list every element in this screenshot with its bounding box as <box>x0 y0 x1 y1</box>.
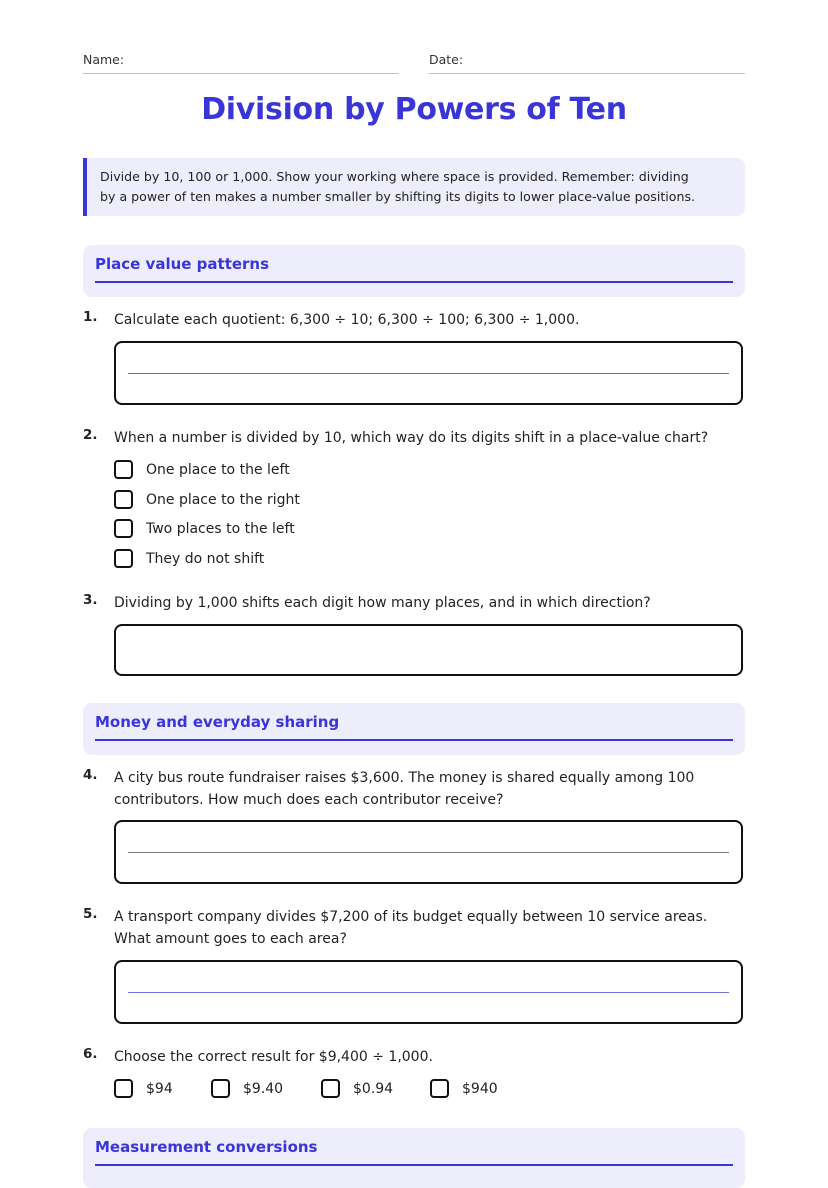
question-number: 3. <box>83 592 98 608</box>
answer-line <box>128 373 729 374</box>
section-heading: Measurement conversions <box>95 1138 318 1156</box>
question-text: When a number is divided by 10, which way do its digits shift in a place-value chart? <box>114 430 709 446</box>
checkbox[interactable] <box>114 549 133 568</box>
section-divider <box>95 1164 733 1166</box>
answer-line <box>128 992 729 993</box>
checkbox[interactable] <box>211 1079 230 1098</box>
question-text: A city bus route fundraiser raises $3,600. The money is shared equally among 100 contributors. How much does each contributor receive? <box>114 770 695 808</box>
checkbox[interactable] <box>114 490 133 509</box>
option-label: $94 <box>146 1081 173 1097</box>
instructions-box <box>83 158 745 216</box>
question-number: 6. <box>83 1046 98 1062</box>
name-field[interactable] <box>83 52 399 74</box>
answer-box[interactable] <box>114 960 743 1024</box>
option-label: $940 <box>462 1081 498 1097</box>
answer-box[interactable] <box>114 341 743 405</box>
question-text: Choose the correct result for $9,400 ÷ 1,000. <box>114 1049 433 1065</box>
question-number: 4. <box>83 767 98 783</box>
section-header <box>83 245 745 297</box>
checkbox[interactable] <box>114 519 133 538</box>
option-label: They do not shift <box>146 551 265 567</box>
question-text: A transport company divides $7,200 of its budget equally between 10 service areas. What amount goes to each area? <box>114 909 708 947</box>
section-divider <box>95 281 733 283</box>
question-number: 2. <box>83 427 98 443</box>
answer-line <box>128 852 729 853</box>
option-label: One place to the left <box>146 462 290 478</box>
section-divider <box>95 739 733 741</box>
date-field[interactable] <box>429 52 745 74</box>
question-text: Calculate each quotient: 6,300 ÷ 10; 6,300 ÷ 100; 6,300 ÷ 1,000. <box>114 312 580 328</box>
question-text: Dividing by 1,000 shifts each digit how many places, and in which direction? <box>114 595 651 611</box>
answer-box[interactable] <box>114 820 743 884</box>
option-label: $0.94 <box>353 1081 394 1097</box>
option-label: One place to the right <box>146 492 300 508</box>
checkbox[interactable] <box>321 1079 340 1098</box>
page-title: Division by Powers of Ten <box>201 92 627 127</box>
checkbox[interactable] <box>430 1079 449 1098</box>
option-label: $9.40 <box>243 1081 284 1097</box>
checkbox[interactable] <box>114 460 133 479</box>
section-heading: Money and everyday sharing <box>95 713 340 731</box>
date-label: Date: <box>429 52 464 67</box>
name-label: Name: <box>83 52 125 67</box>
section-heading: Place value patterns <box>95 255 270 273</box>
section-header <box>83 1128 745 1188</box>
header-fields <box>83 52 745 74</box>
option-label: Two places to the left <box>146 521 295 537</box>
answer-box[interactable] <box>114 624 743 676</box>
question-number: 5. <box>83 906 98 922</box>
section-header <box>83 703 745 755</box>
instructions-text: Divide by 10, 100 or 1,000. Show your working where space is provided. Remember: dividing by a power of ten makes a number smaller by shifting its digits to lower place-value positions. <box>100 169 696 204</box>
checkbox[interactable] <box>114 1079 133 1098</box>
question-number: 1. <box>83 309 98 325</box>
